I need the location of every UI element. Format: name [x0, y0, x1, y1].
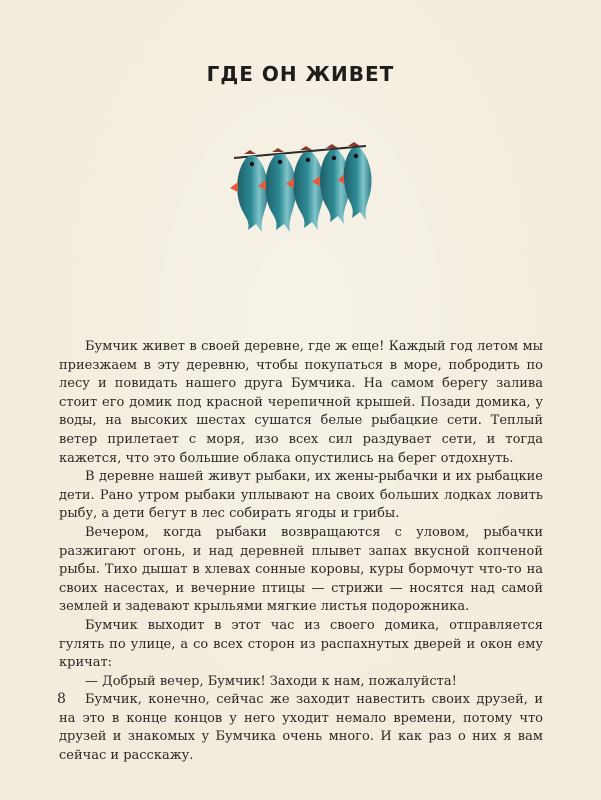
paragraph: Бумчик, конечно, сейчас же заходит навестить своих друзей, и на это в конце концов у него уходит немало времени, потому что друзей и знакомых у Бумчика очень много. И как раз о них я вам сейчас и расскажу.	[59, 692, 543, 764]
story-text	[59, 338, 543, 766]
paragraph: Бумчик живет в своей деревне, где ж еще! Каждый год летом мы приезжаем в эту деревню, чтобы покупаться в море, побродить по лесу и повидать нашего друга Бумчика. На самом берегу залива стоит его домик под красной черепичной крышей. Позади домика, у воды, на высоких шестах сушатся белые рыбацкие сети. Теплый ветер прилетает с моря, изо всех сил раздувает сети, и тогда кажется, что это большие облака опустились на берег отдохнуть.	[59, 339, 543, 466]
page-number: 8	[57, 691, 66, 707]
paragraph: — Добрый вечер, Бумчик! Заходи к нам, пожалуйста!	[85, 673, 457, 689]
paragraph: Вечером, когда рыбаки возвращаются с уловом, рыбачки разжигают огонь, и над деревней плывет запах вкусной копченой рыбы. Тихо дышат в хлевах сонные коровы, куры бормочут что-то на своих насестах, и вечерние птицы — стрижи — носятся над самой землей и задевают крыльями мягкие листья подорожника.	[59, 524, 543, 615]
paragraph: В деревне нашей живут рыбаки, их жены-рыбачки и их рыбацкие дети. Рано утром рыбаки уплывают на своих больших лодках ловить рыбу, а дети бегут в лес собирать ягоды и грибы.	[59, 469, 543, 522]
paragraph: Бумчик выходит в этот час из своего домика, отправляется гулять по улице, а со всех сторон из распахнутых дверей и окон ему кричат:	[59, 617, 543, 671]
fish-on-pole-icon	[226, 138, 376, 238]
chapter-heading: ГДЕ ОН ЖИВЕТ	[206, 62, 395, 86]
